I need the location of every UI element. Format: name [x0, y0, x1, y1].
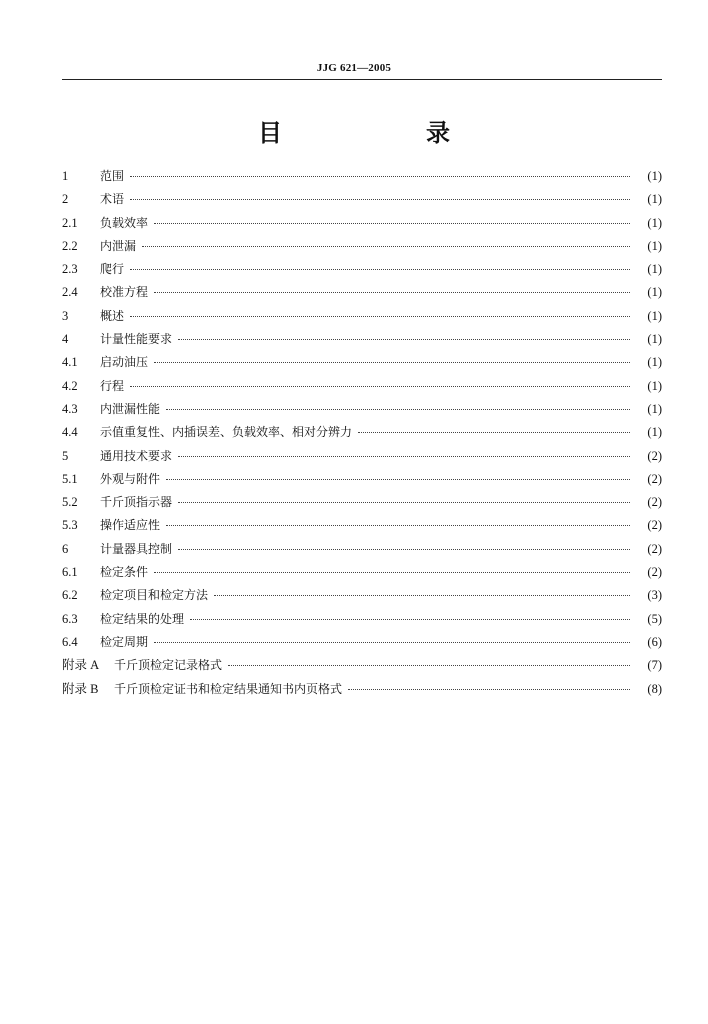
- toc-entry[interactable]: [62, 514, 662, 537]
- toc-entry-page: (7): [647, 658, 662, 673]
- toc-dot-leader: [130, 315, 630, 317]
- toc-dot-leader: [178, 338, 630, 340]
- toc-entry-number: 4.1: [62, 355, 78, 370]
- toc-entry-number: 附录 B: [62, 681, 99, 696]
- toc-entry[interactable]: [62, 538, 662, 561]
- toc-entry[interactable]: [62, 678, 662, 701]
- toc-entry-number: 1: [62, 169, 69, 183]
- toc-list: [62, 165, 662, 701]
- toc-entry-label: 操作适应性: [100, 518, 161, 533]
- toc-entry-label: 爬行: [100, 262, 125, 277]
- toc-title: 目 录: [258, 119, 510, 147]
- toc-entry-number: 4.2: [62, 378, 78, 393]
- toc-entry-page: (2): [647, 565, 662, 580]
- toc-entry-number: 2.2: [62, 238, 78, 253]
- toc-entry-page: (1): [647, 215, 662, 230]
- toc-dot-leader: [154, 641, 630, 643]
- toc-dot-leader: [154, 222, 630, 224]
- toc-dot-leader: [166, 478, 630, 480]
- toc-entry-page: (1): [647, 425, 662, 440]
- toc-entry[interactable]: [62, 258, 662, 281]
- toc-entry-number: 5.2: [62, 495, 78, 510]
- toc-entry-page: (1): [647, 401, 662, 416]
- toc-entry-number: 4.4: [62, 425, 78, 440]
- toc-entry-number: 6.4: [62, 634, 78, 649]
- toc-dot-leader: [154, 571, 630, 573]
- toc-dot-leader: [178, 501, 630, 503]
- toc-entry-label: 行程: [100, 378, 125, 393]
- toc-entry-number: 6.1: [62, 565, 78, 580]
- toc-entry-label: 千斤顶指示器: [100, 495, 173, 510]
- toc-entry[interactable]: [62, 468, 662, 491]
- toc-entry-label: 外观与附件: [100, 471, 161, 486]
- toc-entry-label: 术语: [100, 192, 125, 207]
- toc-entry-label: 范围: [100, 169, 125, 183]
- toc-entry-label: 校准方程: [100, 285, 149, 300]
- toc-entry[interactable]: [62, 654, 662, 677]
- toc-entry-page: (1): [647, 192, 662, 207]
- toc-entry-page: (5): [647, 611, 662, 626]
- toc-entry-page: (1): [647, 378, 662, 393]
- header-rule: [62, 79, 662, 80]
- toc-entry[interactable]: [62, 445, 662, 468]
- toc-dot-leader: [142, 245, 630, 247]
- toc-entry[interactable]: [62, 631, 662, 654]
- toc-entry-label: 检定周期: [100, 634, 149, 649]
- toc-dot-leader: [178, 455, 630, 457]
- toc-dot-leader: [190, 618, 630, 620]
- toc-entry-number: 4: [62, 332, 69, 347]
- toc-dot-leader: [130, 268, 630, 270]
- toc-entry-page: (8): [647, 681, 662, 696]
- toc-entry-label: 启动油压: [100, 355, 149, 370]
- toc-dot-leader: [130, 198, 630, 200]
- standard-code-header: JJG 621—2005: [316, 62, 392, 74]
- toc-entry-number: 2.1: [62, 215, 78, 230]
- toc-entry[interactable]: [62, 398, 662, 421]
- toc-entry-label: 概述: [100, 308, 125, 323]
- toc-dot-leader: [348, 688, 630, 690]
- toc-dot-leader: [154, 361, 630, 363]
- toc-entry[interactable]: [62, 561, 662, 584]
- toc-entry-page: (3): [647, 588, 662, 603]
- toc-dot-leader: [166, 524, 630, 526]
- toc-entry-number: 5.1: [62, 471, 78, 486]
- toc-entry[interactable]: [62, 281, 662, 304]
- toc-entry-number: 3: [62, 308, 69, 323]
- toc-entry-page: (1): [647, 332, 662, 347]
- toc-dot-leader: [154, 291, 630, 293]
- toc-entry-label: 千斤顶检定证书和检定结果通知书内页格式: [114, 681, 343, 696]
- toc-entry-page: (1): [647, 262, 662, 277]
- toc-entry[interactable]: [62, 584, 662, 607]
- toc-entry-page: (2): [647, 471, 662, 486]
- toc-dot-leader: [130, 385, 630, 387]
- toc-entry[interactable]: [62, 608, 662, 631]
- toc-entry-number: 5: [62, 448, 69, 463]
- toc-entry-label: 检定项目和检定方法: [100, 588, 209, 603]
- toc-entry-page: (1): [647, 308, 662, 323]
- toc-entry-number: 2.3: [62, 262, 78, 277]
- toc-entry-page: (2): [647, 495, 662, 510]
- toc-entry-label: 通用技术要求: [100, 448, 173, 463]
- toc-entry[interactable]: [62, 165, 662, 188]
- toc-entry-label: 内泄漏: [100, 238, 137, 253]
- toc-entry-page: (1): [647, 285, 662, 300]
- toc-entry-label: 千斤顶检定记录格式: [114, 658, 223, 673]
- toc-entry[interactable]: [62, 188, 662, 211]
- toc-entry-label: 内泄漏性能: [100, 401, 161, 416]
- toc-entry[interactable]: [62, 351, 662, 374]
- toc-dot-leader: [214, 594, 630, 596]
- toc-entry-page: (2): [647, 518, 662, 533]
- toc-entry-number: 2: [62, 192, 69, 207]
- toc-entry-number: 6.2: [62, 588, 78, 603]
- toc-entry-number: 5.3: [62, 518, 78, 533]
- toc-entry[interactable]: [62, 212, 662, 235]
- toc-entry-page: (2): [647, 541, 662, 556]
- toc-entry[interactable]: [62, 305, 662, 328]
- toc-entry-page: (1): [647, 169, 662, 183]
- toc-entry-label: 计量性能要求: [100, 332, 173, 347]
- toc-entry-page: (2): [647, 448, 662, 463]
- toc-entry-page: (1): [647, 238, 662, 253]
- toc-entry-number: 6: [62, 541, 69, 556]
- toc-dot-leader: [358, 431, 630, 433]
- toc-entry[interactable]: [62, 375, 662, 398]
- toc-dot-leader: [130, 175, 630, 177]
- toc-dot-leader: [178, 548, 630, 550]
- toc-entry-number: 6.3: [62, 611, 78, 626]
- toc-entry-number: 4.3: [62, 401, 78, 416]
- toc-dot-leader: [228, 664, 630, 666]
- toc-entry-label: 负载效率: [100, 215, 149, 230]
- toc-entry[interactable]: [62, 328, 662, 351]
- toc-entry-label: 检定条件: [100, 565, 149, 580]
- toc-entry-number: 附录 A: [62, 658, 100, 673]
- toc-entry-page: (1): [647, 355, 662, 370]
- toc-entry-number: 2.4: [62, 285, 78, 300]
- toc-entry[interactable]: [62, 421, 662, 444]
- toc-entry-page: (6): [647, 634, 662, 649]
- toc-entry[interactable]: [62, 235, 662, 258]
- toc-entry-label: 示值重复性、内插误差、负载效率、相对分辨力: [100, 425, 353, 440]
- toc-entry[interactable]: [62, 491, 662, 514]
- toc-dot-leader: [166, 408, 630, 410]
- toc-entry-label: 检定结果的处理: [100, 611, 185, 626]
- toc-entry-label: 计量器具控制: [100, 541, 173, 556]
